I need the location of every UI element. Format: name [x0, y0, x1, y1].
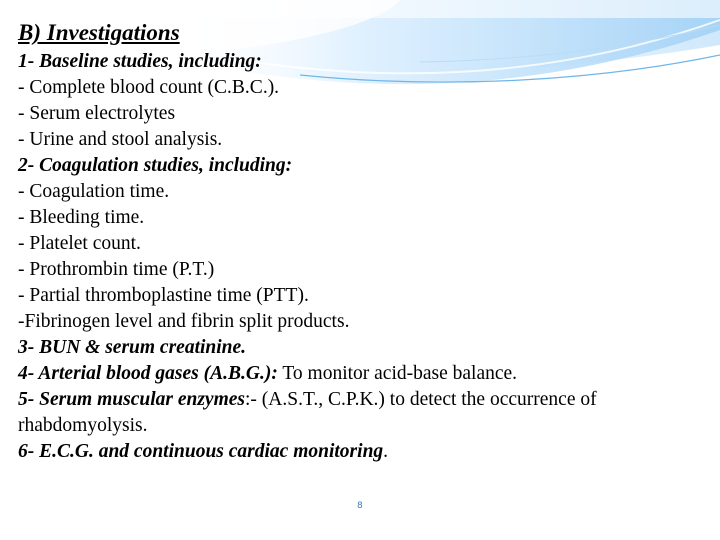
ecg-title: 6- E.C.G. and continuous cardiac monitoring: [18, 441, 384, 462]
urine-stool-item: - Urine and stool analysis.: [18, 129, 223, 150]
ptt-item: - Partial thromboplastine time (PTT).: [18, 285, 309, 306]
enzymes-text: :- (A.S.T., C.P.K.) to detect the occurrence of rhabdomyolysis.: [18, 389, 597, 436]
enzymes-title: 5- Serum muscular enzymes: [18, 389, 245, 410]
enzymes-line: [18, 387, 708, 439]
coagulation-time-item: - Coagulation time.: [18, 181, 170, 202]
abg-title: 4- Arterial blood gases (A.B.G.):: [18, 363, 278, 384]
cbc-item: - Complete blood count (C.B.C.).: [18, 77, 280, 98]
coagulation-studies-title: 2- Coagulation studies, including:: [18, 155, 293, 176]
abg-text: To monitor acid-base balance.: [277, 363, 518, 384]
baseline-studies-title: 1- Baseline studies, including:: [18, 51, 262, 72]
slide-heading: B) Investigations: [18, 20, 180, 45]
bleeding-time-item: - Bleeding time.: [18, 207, 145, 228]
prothrombin-time-item: - Prothrombin time (P.T.): [18, 259, 215, 280]
ecg-period: .: [383, 441, 389, 462]
fibrinogen-item: -Fibrinogen level and fibrin split products.: [18, 311, 350, 332]
slide-content: [18, 20, 708, 465]
ecg-line: [18, 439, 708, 465]
page-number: 8: [357, 501, 363, 511]
abg-line: [18, 361, 708, 387]
electrolytes-item: - Serum electrolytes: [18, 103, 176, 124]
bun-creatinine-title: 3- BUN & serum creatinine.: [18, 337, 247, 358]
platelet-count-item: - Platelet count.: [18, 233, 141, 254]
